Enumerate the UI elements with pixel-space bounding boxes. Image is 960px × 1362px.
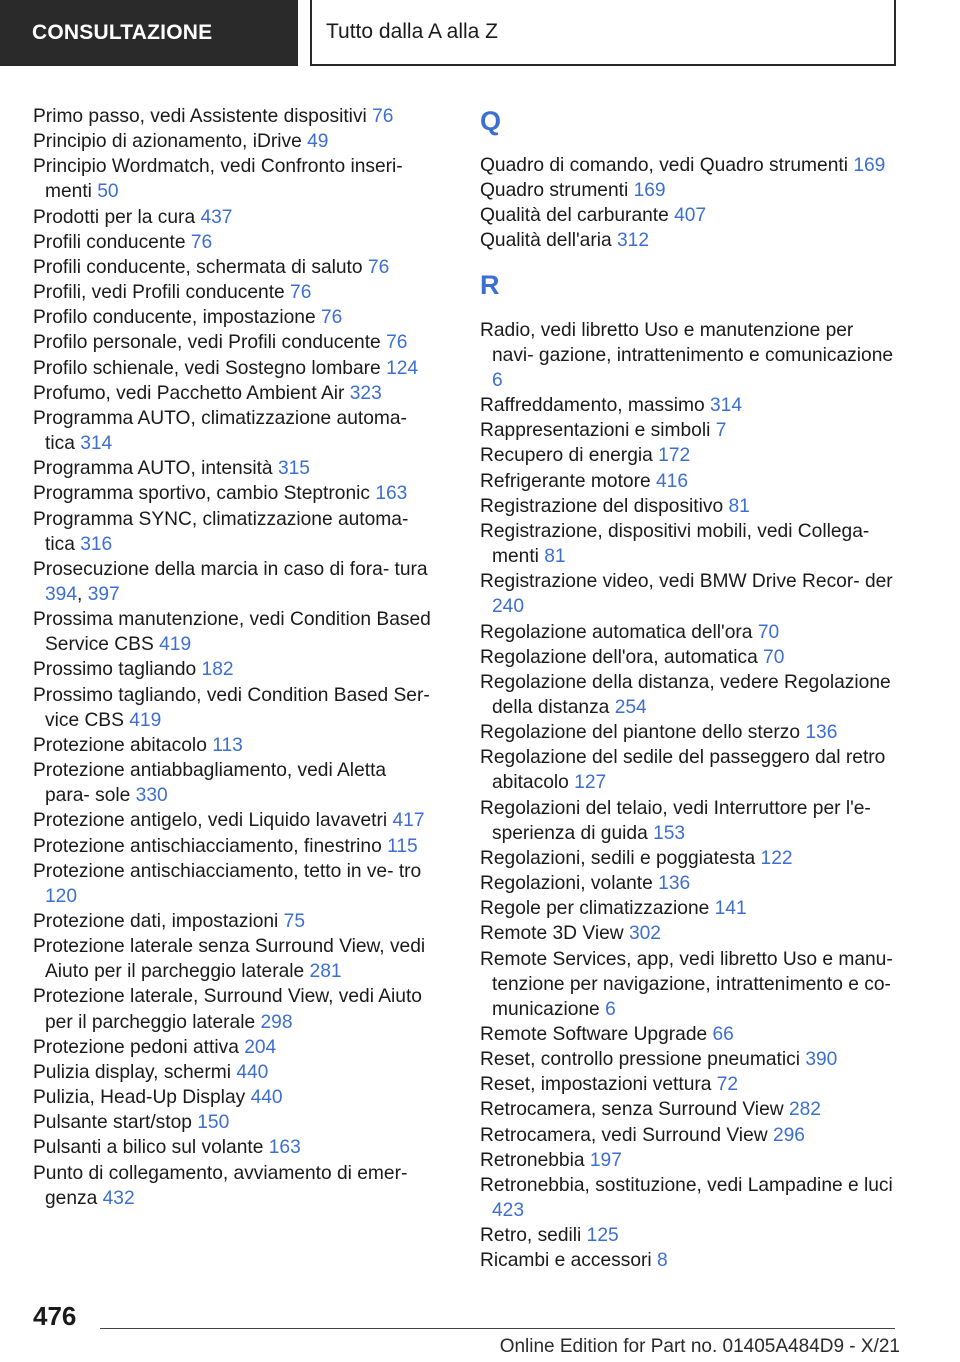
index-entry-text: Pulsanti a bilico sul volante: [33, 1137, 264, 1159]
index-entry: [33, 1135, 433, 1160]
page-link[interactable]: 136: [805, 722, 838, 744]
index-entry-text: Prossimo tagliando, vedi Condition Based Ser- vice CBS: [33, 684, 430, 731]
index-entry: [480, 1123, 900, 1148]
index-entry: [480, 178, 900, 203]
index-entry: [480, 871, 900, 896]
index-entry-text: Protezione laterale, Surround View, vedi Aiuto per il parcheggio laterale: [33, 986, 422, 1033]
index-entry-text: Remote Services, app, vedi libretto Uso e manu- tenzione per navigazione, intrattenimento e co- municazione: [480, 948, 893, 1020]
index-entry-text: Rappresentazioni e simboli: [480, 420, 711, 442]
index-entry: [480, 1148, 900, 1173]
index-entry: [33, 330, 433, 355]
index-entry-text: Retrocamera, vedi Surround View: [480, 1124, 768, 1146]
index-entry: [480, 1072, 900, 1097]
page-link[interactable]: 394: [45, 583, 78, 605]
page-link[interactable]: 76: [321, 307, 343, 329]
index-entry-text: Raffreddamento, massimo: [480, 395, 705, 417]
page-link[interactable]: 76: [190, 231, 213, 253]
index-entry-text: Reset, impostazioni vettura: [480, 1074, 712, 1096]
page-link[interactable]: 314: [710, 395, 743, 417]
page-link[interactable]: 115: [387, 835, 418, 857]
index-entry-text: Programma AUTO, climatizzazione automa- tica: [33, 407, 407, 455]
index-entry: [33, 733, 433, 758]
index-entry: [480, 203, 900, 228]
index-entry: [33, 280, 433, 305]
section-letter: R: [480, 269, 500, 300]
index-entry: [33, 834, 433, 859]
index-entry-text: Profilo personale, vedi Profili conducente: [33, 332, 381, 354]
index-entry: [480, 921, 900, 946]
index-entry-text: Ricambi e accessori: [480, 1250, 652, 1272]
index-entry-text: Principio di azionamento, iDrive: [33, 131, 302, 153]
page-link[interactable]: 163: [375, 483, 408, 505]
page-link[interactable]: 315: [277, 458, 310, 480]
page-link[interactable]: 390: [805, 1049, 838, 1071]
index-entry: [33, 859, 433, 909]
index-entry-text: Refrigerante motore: [480, 470, 651, 492]
index-entry-text: Reset, controllo pressione pneumatici: [480, 1049, 800, 1071]
page-link[interactable]: 8: [657, 1250, 668, 1272]
index-entry: [33, 305, 433, 330]
index-entry: [480, 443, 900, 468]
page-link[interactable]: 417: [392, 810, 425, 832]
index-entry-text: Regolazione della distanza, vedere Regolazione della distanza: [480, 671, 891, 718]
page-link[interactable]: 432: [102, 1187, 135, 1209]
page-link[interactable]: 254: [614, 696, 647, 718]
page-link[interactable]: 437: [200, 206, 233, 228]
section-letter: Q: [480, 106, 502, 136]
page-link[interactable]: 81: [544, 546, 566, 568]
index-entry: [480, 645, 900, 670]
index-entry-text: Protezione abitacolo: [33, 734, 207, 756]
index-entry-text: Profilo schienale, vedi Sostegno lombare: [33, 357, 381, 379]
page-link[interactable]: 312: [617, 230, 650, 252]
page-link[interactable]: 70: [757, 621, 780, 643]
index-entry: [480, 393, 900, 418]
page-link[interactable]: 407: [674, 205, 707, 227]
index-entry-text: Pulizia display, schermi: [33, 1061, 231, 1083]
index-entry: [33, 456, 433, 481]
page-link[interactable]: 6: [492, 369, 503, 391]
page-link[interactable]: 298: [260, 1011, 293, 1033]
index-entry: [480, 896, 900, 921]
index-entry-text: Prossima manutenzione, vedi Condition Based Service CBS: [33, 609, 431, 656]
index-entry: [33, 381, 433, 406]
page-link[interactable]: 125: [586, 1225, 619, 1247]
index-entry-text: Protezione laterale senza Surround View, vedi Aiuto per il parcheggio laterale: [33, 936, 426, 983]
index-entry-text: Registrazione video, vedi BMW Drive Recor- der: [480, 571, 893, 593]
index-entry-text: Retro, sedili: [480, 1225, 582, 1247]
index-entry: [33, 607, 433, 657]
index-entry-text: Radio, vedi libretto Uso e manutenzione per navi- gazione, intrattenimento e comunicazione: [480, 319, 894, 366]
index-entry-text: Retronebbia, sostituzione, vedi Lampadine e luci: [480, 1174, 893, 1196]
index-entry: [33, 808, 433, 833]
index-entry: [33, 909, 433, 934]
index-entry: [33, 1110, 433, 1135]
page-link[interactable]: 81: [728, 495, 750, 517]
index-column-right: [480, 104, 900, 1274]
index-entry: [33, 984, 433, 1034]
page-link[interactable]: 316: [80, 533, 113, 555]
index-entry: [33, 683, 433, 733]
page-link[interactable]: 76: [367, 256, 390, 278]
page-number: 476: [33, 1301, 77, 1331]
index-entry-text: Principio Wordmatch, vedi Confronto inseri- menti: [33, 156, 403, 203]
index-entry: [33, 758, 433, 808]
index-entry: [480, 569, 900, 619]
index-entry-text: Protezione pedoni attiva: [33, 1036, 239, 1058]
index-entry-text: Regolazione dell'ora, automatica: [480, 646, 758, 668]
index-entry-text: Pulsante start/stop: [33, 1112, 192, 1134]
index-entry-text: Pulizia, Head-Up Display: [33, 1087, 246, 1109]
page-link[interactable]: 124: [386, 357, 419, 379]
index-entry: [33, 481, 433, 506]
index-entry: [480, 1097, 900, 1122]
index-entry-text: Quadro strumenti: [480, 180, 629, 202]
index-entry-text: Protezione antischiacciamento, tetto in ve- tro: [33, 860, 422, 882]
index-entry: [33, 255, 433, 280]
index-entry-text: Retrocamera, senza Surround View: [480, 1099, 784, 1121]
index-entry: [480, 720, 900, 745]
index-entry: [480, 1022, 900, 1047]
index-entry: [480, 1173, 900, 1223]
index-entry-text: Remote Software Upgrade: [480, 1024, 708, 1045]
index-entry-text: Qualità dell'aria: [480, 230, 612, 252]
page-link[interactable]: 7: [715, 420, 727, 442]
page-link[interactable]: 423: [492, 1200, 525, 1222]
page-link[interactable]: 182: [201, 659, 234, 681]
page-link[interactable]: 76: [290, 282, 312, 304]
index-entry: [33, 154, 433, 204]
index-entry-text: Protezione antiabbagliamento, vedi Aletta para- sole: [33, 760, 387, 807]
page-link[interactable]: 127: [574, 772, 607, 794]
page-link[interactable]: 397: [87, 583, 120, 605]
page-link[interactable]: 150: [197, 1112, 230, 1134]
page-link[interactable]: 440: [236, 1061, 269, 1083]
page-link[interactable]: 204: [244, 1036, 277, 1058]
index-entry-text: Prossimo tagliando: [33, 659, 197, 681]
footer-divider: [100, 1328, 895, 1329]
index-entry-text: Profili, vedi Profili conducente: [33, 282, 285, 304]
index-entry-text: Protezione dati, impostazioni: [33, 911, 279, 932]
page-link[interactable]: 163: [268, 1137, 301, 1159]
index-entry-text: Punto di collegamento, avviamento di emer- genza: [33, 1162, 408, 1209]
index-entry: [480, 1223, 900, 1248]
page-link[interactable]: 120: [45, 885, 78, 907]
index-entry: [480, 318, 900, 393]
page-link[interactable]: 419: [129, 709, 162, 731]
index-entry: [33, 406, 433, 456]
index-entry: [480, 519, 900, 569]
index-entry: [33, 934, 433, 984]
page-link[interactable]: 416: [655, 470, 688, 492]
index-entry: [33, 1161, 433, 1211]
page-link[interactable]: 169: [633, 180, 666, 202]
index-entry-text: Registrazione del dispositivo: [480, 495, 724, 517]
page-header: [0, 0, 960, 66]
index-entry: [33, 1060, 433, 1085]
index-entry: [480, 745, 900, 795]
page-link[interactable]: 122: [760, 847, 793, 869]
page-link[interactable]: 440: [250, 1087, 283, 1109]
index-entry: [33, 657, 433, 682]
index-entry: Prosecuzione della marcia in caso di fora- tura 394, 397: [33, 558, 428, 605]
page-link[interactable]: 49: [307, 131, 329, 153]
index-entry-text: Protezione antischiacciamento, finestrino: [33, 835, 382, 857]
index-entry-text: Profili conducente, schermata di saluto: [33, 256, 363, 278]
index-entry: [33, 356, 433, 381]
index-column-left: [33, 104, 433, 1211]
page-link[interactable]: 141: [714, 898, 747, 920]
index-entry-text: Programma AUTO, intensità: [33, 458, 273, 480]
index-entry: [480, 796, 900, 846]
page-link[interactable]: 75: [283, 911, 305, 932]
index-entry: [480, 228, 900, 253]
index-entry: [33, 1085, 433, 1110]
index-entry-text: Regolazioni del telaio, vedi Interruttore per l'e- sperienza di guida: [480, 797, 871, 844]
page-link[interactable]: 314: [80, 433, 113, 455]
index-entry-text: Profilo conducente, impostazione: [33, 307, 316, 329]
page-link[interactable]: 330: [135, 785, 168, 807]
index-entry: [480, 469, 900, 494]
page-link[interactable]: 172: [658, 445, 691, 467]
page-link[interactable]: 136: [658, 873, 691, 895]
index-entry: [480, 418, 900, 443]
page-link[interactable]: 197: [589, 1149, 622, 1171]
index-entry-text: Qualità del carburante: [480, 205, 669, 227]
index-entry-text: Remote 3D View: [480, 923, 624, 945]
page-link[interactable]: 240: [492, 596, 525, 618]
page-link[interactable]: 419: [159, 634, 192, 656]
page-link[interactable]: 323: [349, 382, 382, 404]
index-entry: [33, 129, 433, 154]
index-entry-text: Retronebbia: [480, 1149, 585, 1171]
index-entry: [480, 1047, 900, 1072]
index-entry: [33, 230, 433, 255]
page-link[interactable]: 66: [712, 1024, 734, 1045]
index-entry-text: Primo passo, vedi Assistente dispositivi: [33, 106, 367, 127]
index-entry: [480, 670, 900, 720]
page-link[interactable]: 169: [853, 155, 886, 176]
index-entry: [33, 205, 433, 230]
index-entry-text: Regolazione del piantone dello sterzo: [480, 722, 801, 744]
page-link[interactable]: 282: [788, 1099, 821, 1121]
index-entry-text: Regolazioni, sedili e poggiatesta: [480, 847, 756, 869]
section-tab: CONSULTAZIONE: [0, 0, 298, 66]
index-entry-text: Profumo, vedi Pacchetto Ambient Air: [33, 382, 345, 404]
index-entry-text: Programma SYNC, climatizzazione automa- tica: [33, 508, 409, 555]
index-entry: [33, 104, 433, 129]
index-entry: [33, 1035, 433, 1060]
index-entry-text: Protezione antigelo, vedi Liquido lavavetri: [33, 810, 388, 832]
index-entry: [480, 620, 900, 645]
index-entry: [480, 947, 900, 1022]
page-link[interactable]: 296: [772, 1124, 805, 1146]
index-entry: [480, 153, 900, 178]
index-entry-text: Prosecuzione della marcia in caso di fora- tura: [33, 558, 428, 580]
index-entry-text: Regolazione automatica dell'ora: [480, 621, 753, 643]
page-link[interactable]: 72: [716, 1074, 739, 1096]
index-entry-text: Prodotti per la cura: [33, 206, 196, 228]
page-link[interactable]: 281: [309, 961, 342, 983]
page-link[interactable]: 302: [628, 923, 661, 945]
page-link[interactable]: 113: [212, 734, 243, 756]
index-entry-text: Recupero di energia: [480, 445, 653, 467]
page-link[interactable]: 70: [763, 646, 785, 668]
index-entry: [480, 494, 900, 519]
chapter-title: Tutto dalla A alla Z: [310, 0, 896, 66]
index-entry: [480, 1248, 900, 1273]
index-entry: [33, 507, 433, 557]
index-entry-text: Regolazioni, volante: [480, 873, 653, 895]
index-entry-text: Profili conducente: [33, 231, 186, 253]
page-link[interactable]: 153: [653, 822, 686, 844]
index-entry: [480, 846, 900, 871]
page-link[interactable]: 76: [386, 332, 408, 354]
page-link[interactable]: 6: [605, 998, 616, 1020]
page-link[interactable]: 76: [372, 106, 394, 127]
index-entry-text: Regole per climatizzazione: [480, 898, 710, 920]
index-entry-text: Regolazione del sedile del passeggero dal retro abitacolo: [480, 747, 886, 794]
page-link[interactable]: 50: [97, 181, 119, 203]
footer-edition: Online Edition for Part no. 01405A484D9 - X/21: [499, 1336, 900, 1357]
index-entry-text: Programma sportivo, cambio Steptronic: [33, 483, 370, 505]
index-entry-text: Registrazione, dispositivi mobili, vedi Collega- menti: [480, 520, 870, 568]
index-entry-text: Quadro di comando, vedi Quadro strumenti: [480, 155, 848, 176]
